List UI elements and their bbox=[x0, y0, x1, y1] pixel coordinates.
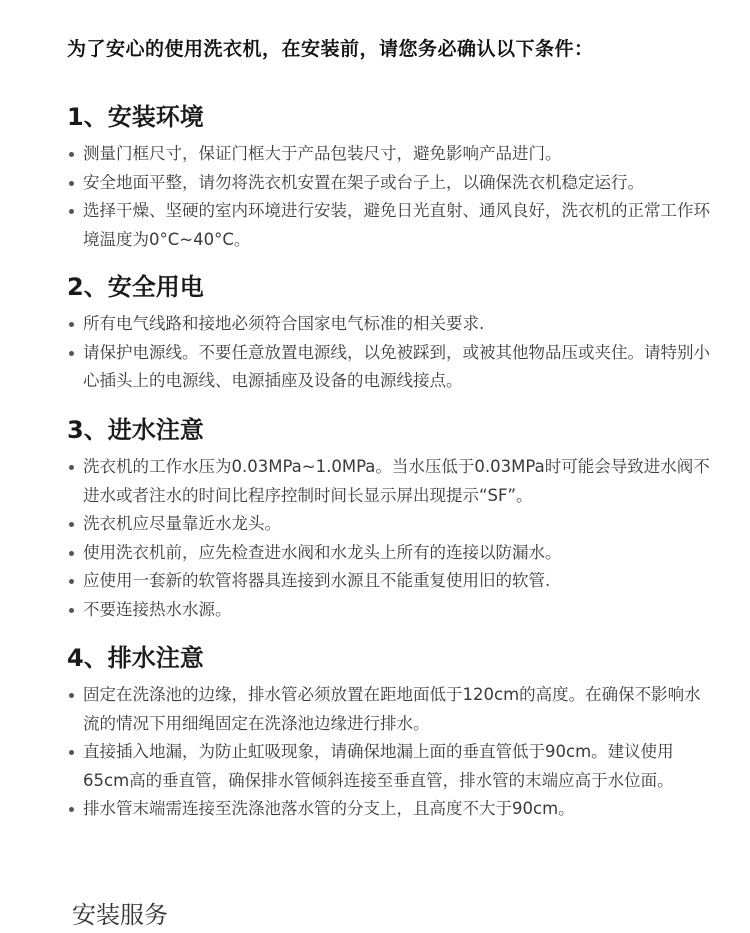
section-title: 1、安装环境 bbox=[67, 103, 204, 131]
installation-service-heading: 安装服务 bbox=[72, 901, 168, 929]
bullet-icon bbox=[69, 209, 74, 214]
bullet-icon bbox=[69, 579, 74, 584]
bullet-icon bbox=[69, 750, 74, 755]
bullet-icon bbox=[69, 465, 74, 470]
bullet-icon bbox=[69, 322, 74, 327]
section-title: 4、排水注意 bbox=[67, 644, 204, 672]
list-item-text: 不要连接热水水源。 bbox=[83, 599, 232, 619]
list-item bbox=[67, 567, 717, 596]
bullet-icon bbox=[69, 807, 74, 812]
section-drainage bbox=[67, 641, 717, 824]
bullet-icon bbox=[69, 351, 74, 356]
list-item-text: 所有电气线路和接地必须符合国家电气标准的相关要求. bbox=[83, 314, 485, 333]
list-item-text: 洗衣机应尽量靠近水龙头。 bbox=[83, 514, 281, 533]
list-item-text: 安全地面平整，请勿将洗衣机安置在架子或台子上，以确保洗衣机稳定运行。 bbox=[83, 172, 644, 192]
list-item-text: 选择干燥、坚硬的室内环境进行安装，避免日光直射、通风良好，洗衣机的正常工作环境温度为0°C~40°C。 bbox=[83, 201, 710, 249]
item-list bbox=[67, 310, 717, 396]
list-item bbox=[67, 539, 717, 568]
list-item bbox=[67, 339, 717, 396]
section-water-inlet bbox=[67, 413, 717, 624]
list-item-text: 请保护电源线。不要任意放置电源线，以免被踩到，或被其他物品压或夹住。请特别小心插头上的电源线、电源插座及设备的电源线接点。 bbox=[83, 342, 710, 390]
bullet-icon bbox=[69, 152, 74, 157]
list-item-text: 使用洗衣机前，应先检查进水阀和水龙头上所有的连接以防漏水。 bbox=[83, 542, 562, 562]
bullet-icon bbox=[69, 608, 74, 613]
list-item bbox=[67, 453, 717, 510]
section-electrical-safety bbox=[67, 270, 717, 396]
bullet-icon bbox=[69, 693, 74, 698]
list-item bbox=[67, 681, 717, 738]
list-item bbox=[67, 197, 717, 254]
section-title: 3、进水注意 bbox=[67, 416, 204, 444]
list-item bbox=[67, 738, 717, 795]
list-item-text: 固定在洗涤池的边缘，排水管必须放置在距地面低于120cm的高度。在确保不影响水流的情况下用细绳固定在洗涤池边缘进行排水。 bbox=[83, 685, 701, 733]
intro-text: 为了安心的使用洗衣机，在安装前，请您务必确认以下条件： bbox=[67, 38, 594, 60]
bullet-icon bbox=[69, 551, 74, 556]
list-item-text: 直接插入地漏，为防止虹吸现象，请确保地漏上面的垂直管低于90cm。建议使用65cm高的垂直管，确保排水管倾斜连接至垂直管，排水管的末端应高于水位面。 bbox=[83, 742, 674, 790]
list-item-text: 应使用一套新的软管将器具连接到水源且不能重复使用旧的软管. bbox=[83, 571, 551, 590]
section-title: 2、安全用电 bbox=[67, 273, 204, 301]
list-item bbox=[67, 169, 717, 198]
list-item bbox=[67, 795, 717, 824]
item-list bbox=[67, 453, 717, 624]
item-list bbox=[67, 681, 717, 824]
list-item bbox=[67, 510, 717, 539]
section-installation-environment bbox=[67, 100, 717, 254]
list-item bbox=[67, 310, 717, 339]
bullet-icon bbox=[69, 522, 74, 527]
list-item bbox=[67, 140, 717, 169]
bullet-icon bbox=[69, 181, 74, 186]
item-list bbox=[67, 140, 717, 254]
list-item bbox=[67, 596, 717, 625]
list-item-text: 洗衣机的工作水压为0.03MPa~1.0MPa。当水压低于0.03MPa时可能会导致进水阀不进水或者注水的时间比程序控制时间长显示屏出现提示“SF”。 bbox=[83, 457, 710, 505]
list-item-text: 排水管末端需连接至洗涤池落水管的分支上，且高度不大于90cm。 bbox=[83, 799, 575, 818]
list-item-text: 测量门框尺寸，保证门框大于产品包装尺寸，避免影响产品进门。 bbox=[83, 144, 562, 163]
